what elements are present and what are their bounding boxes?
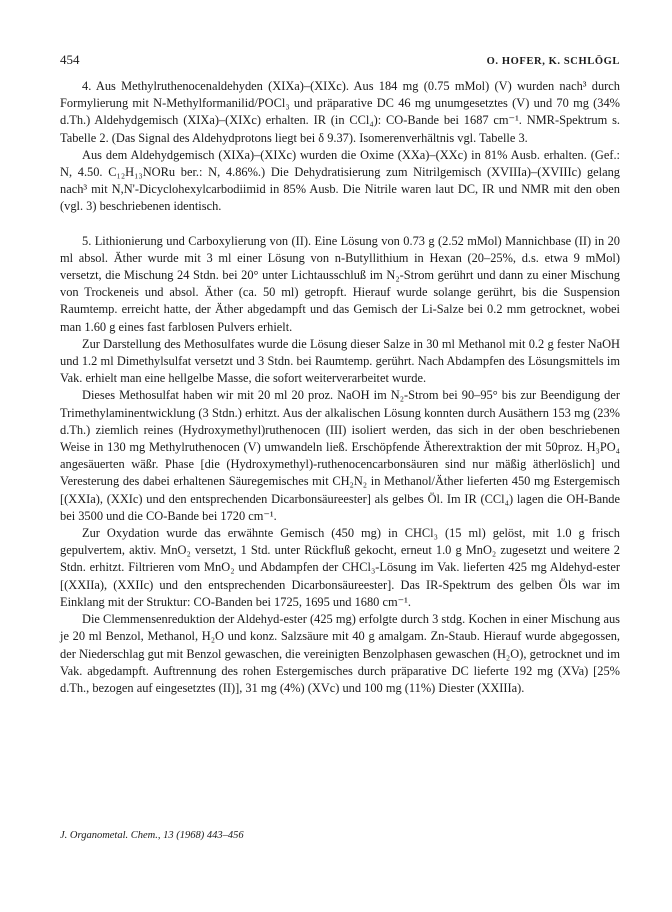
paragraph-oxidation: Zur Oxydation wurde das erwähnte Gemisch (450 mg) in CHCl₃ (15 ml) gelöst, mit 1.0 g frisch gepulvertem, aktiv. MnO₂ versetzt, 1 Std. unter Rückfluß gekocht, erneut 1.0 g MnO₂ zugesetzt und weitere 2 Stdn. erhitzt. Filtrieren vom MnO₂ und Abdampfen der CHCl₃-Lösung im Vak. lieferten 425 mg Aldehyd-ester [(XXIIa), (XXIIc) und den entsprechenden Dicarbonsäureester]. Das IR-Spektrum des gelben Öls war im Einklang mit der Struktur: CO-Banden bei 1725, 1695 und 1680 cm⁻¹. xyxy=(60,526,620,609)
journal-page xyxy=(60,52,620,697)
page-header xyxy=(60,52,620,78)
paragraph-section-4: 4. Aus Methylruthenocenaldehyden (XIXa)–(XIXc). Aus 184 mg (0.75 mMol) (V) wurden nach³ durch Formylierung mit N-Methylformanilid/POCl₃ und präparative DC 46 mg unumgesetztes (V) und 70 mg (34% d.Th.) Aldehydgemisch (XIXa)–(XIXc) erhalten. IR (in CCl₄): CO-Bande bei 1687 cm⁻¹. NMR-Spektrum s. Tabelle 2. (Das Signal des Aldehydprotons liegt bei δ 9.37). Isomerenverhältnis vgl. Tabelle 3. xyxy=(60,79,620,145)
paragraph-methosulfate: Zur Darstellung des Methosulfates wurde die Lösung dieser Salze in 30 ml Methanol mit 0.2 g fester NaOH und 1.2 ml Dimethylsulfat versetzt und 3 Stdn. bei Raumtemp. gerührt. Nach Abdampfen des Lösungsmittels im Vak. erhielt man eine hellgelbe Masse, die sofort weiterverarbeitet wurde. xyxy=(60,336,620,386)
running-head: O. HOFER, K. SCHLÖGL xyxy=(486,56,620,67)
paragraph-section-5: 5. Lithionierung und Carboxylierung von (II). Eine Lösung von 0.73 g (2.52 mMol) Mannichbase (II) in 20 ml absol. Äther wurde mit 3 ml einer Lösung von n-Butyllithium in Hexan (20–25%, d.s. etwa 9 mMol) versetzt, die Mischung 24 Stdn. bei 20° unter Lichtausschluß im N₂-Strom gerührt und dann zu einer Mischung von Trockeneis und absol. Äther (ca. 50 ml) getropft. Hierauf wurde solange gerührt, bis die Suspension Raumtemp. erreicht hatte, der Äther abgedampft und das Gemisch der Li-Salze bei 0.2 mm getrocknet, wobei man 1.60 g eines fast farblosen Pulvers erhielt. xyxy=(60,233,620,334)
article-body xyxy=(60,78,620,697)
paragraph-reduction: Die Clemmensenreduktion der Aldehyd-ester (425 mg) erfolgte durch 3 stdg. Kochen in einer Mischung aus je 20 ml Benzol, Methanol, H₂O und konz. Salzsäure mit 40 g amalgam. Zn-Staub. Hierauf wurde abgegossen, der Niederschlag gut mit Benzol gewaschen, die vereinigten Benzolphasen gewaschen (H₂O), getrocknet und im Vak. abgedampft. Auftrennung des rohen Estergemisches durch präparative DC lieferte 192 mg (XVa) [25% d.Th., bezogen auf eingesetztes (II)], 31 mg (4%) (XVc) und 100 mg (11%) Diester (XXIIIa). xyxy=(60,612,620,695)
paragraph-hydrolysis: Dieses Methosulfat haben wir mit 20 ml 20 proz. NaOH im N₂-Strom bei 90–95° bis zur Beendigung der Trimethylaminentwicklung (3 Stdn.) erhitzt. Aus der alkalischen Lösung konnten durch Ausäthern 153 mg (23% d.Th.) ziemlich reines (Hydroxymethyl)ruthenocen (III) isoliert werden, das sich in der oben beschriebenen Weise in 130 mg Methylruthenocen (V) umwandeln ließ. Erschöpfende Ätherextraktion der mit 50proz. H₃PO₄ angesäuerten wäßr. Phase [die (Hydroxymethyl)-ruthenocencarbonsäuren sind nur mäßig ätherlöslich] und Veresterung des dabei erhaltenen Säuregemisches mit CH₂N₂ in Methanol/Äther lieferten 450 mg Estergemisch [(XXIa), (XXIc) und den entsprechenden Dicarbonsäureester] als gelbes Öl. Im IR (CCl₄) lagen die OH-Bande bei 3500 und die CO-Bande bei 1720 cm⁻¹. xyxy=(60,388,620,523)
section-spacer xyxy=(60,216,620,233)
paragraph-oxime: Aus dem Aldehydgemisch (XIXa)–(XIXc) wurden die Oxime (XXa)–(XXc) in 81% Ausb. erhalten. (Gef.: N, 4.50. C₁₂H₁₃NORu ber.: N, 4.86%.) Die Dehydratisierung zum Nitrilgemisch (XVIIIa)–(XVIIIc) gelang nach³ mit N,N'-Dicyclohexylcarbodiimid in 85% Ausb. Die Nitrile waren laut DC, IR und NMR mit den oben (vgl. 3) beschriebenen identisch. xyxy=(60,147,620,214)
page-number: 454 xyxy=(60,52,80,67)
journal-citation: J. Organometal. Chem., 13 (1968) 443–456 xyxy=(60,830,244,841)
